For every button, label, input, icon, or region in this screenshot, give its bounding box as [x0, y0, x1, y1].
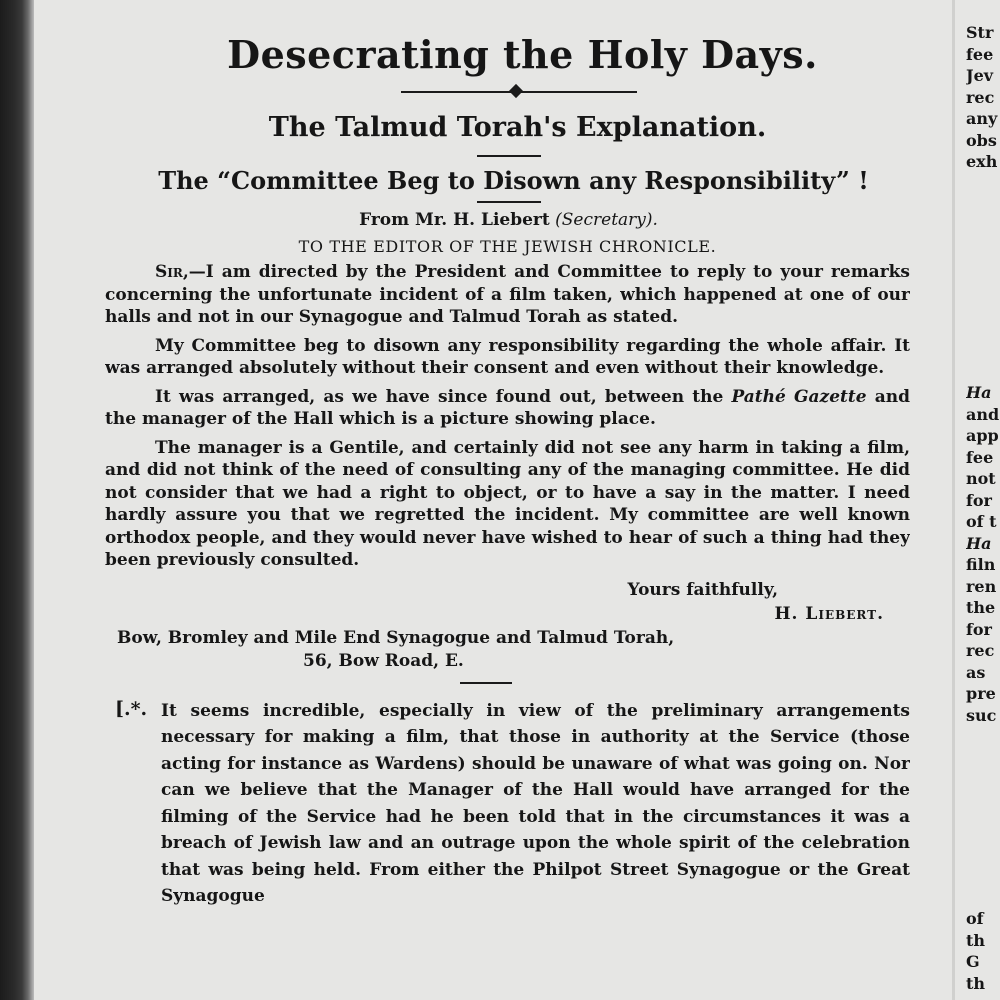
editor-note — [105, 698, 910, 910]
byline-role: (Secretary). — [555, 210, 658, 230]
column-fragment-block — [966, 22, 1000, 173]
adjacent-column-fragment — [966, 22, 1000, 1000]
divider-rule — [460, 682, 512, 684]
letter-paragraph — [105, 386, 910, 431]
column-fragment-block — [966, 908, 985, 994]
fragment-line: obs — [966, 130, 997, 150]
paragraph-text: and the manager of the Hall which is a picture showing place. — [105, 386, 910, 429]
divider-rule — [477, 201, 541, 203]
fragment-line: filn — [966, 555, 996, 574]
fragment-line: exh — [966, 152, 998, 171]
fragment-line: the — [966, 598, 996, 617]
publication-name: Pathé Gazette — [731, 386, 867, 407]
sender-street: 56, Bow Road, E. — [303, 650, 464, 671]
editor-note-text: It seems incredible, especially in view of the preliminary arrangements necessary for making a film, that those in authority at the Service (those acting for instance as Wardens) should be unaware of what was going on. Nor can we believe that the Manager of the Hall would have arranged for the filming of the Service had he been told that in the circumstances it was a breach of Jewish law and an outrage upon the whole spirit of the celebration that was being held. From either the Philpot Street Synagogue or the Great Synagogue — [161, 700, 910, 906]
note-marker: [.*. — [115, 697, 148, 720]
letter-body — [105, 261, 910, 572]
fragment-line: of — [966, 909, 984, 928]
salutation: Sir, — [155, 262, 189, 282]
fragment-line: suc — [966, 705, 997, 725]
column-fragment-block — [966, 382, 999, 726]
editor-address-line: TO THE EDITOR OF THE JEWISH CHRONICLE. — [298, 237, 717, 256]
article-subheadline-quote: The “Committee Beg to Disown any Responsibility” ! — [158, 166, 869, 195]
divider-rule — [477, 155, 541, 157]
paragraph-text: It was arranged, as we have since found out, between the — [155, 386, 732, 407]
fragment-line: G — [966, 952, 980, 971]
fragment-line: as — [966, 662, 986, 682]
fragment-line: for — [966, 490, 992, 510]
letter-paragraph: The manager is a Gentile, and certainly did not see any harm in taking a film, and did not think of the need of consulting any of the managing committee. He did not consider that we had a right to object, or to have a say in the matter. I need hardly assure you that we regretted the incident. My committee are well known orthodox people, and they would never have wished to hear of such a thing had they been previously consulted. — [105, 437, 910, 570]
fragment-line: th — [966, 930, 986, 950]
fragment-line: app — [966, 426, 999, 445]
article-subheadline: The Talmud Torah's Explanation. — [268, 112, 767, 143]
fragment-line: of t — [966, 512, 997, 531]
article-headline: Desecrating the Holy Days. — [227, 32, 818, 77]
fragment-line: for — [966, 619, 992, 639]
fragment-line: fee — [966, 44, 994, 64]
fragment-line: any — [966, 109, 998, 128]
fragment-line: ren — [966, 576, 997, 596]
headline-ornament — [401, 86, 637, 98]
letter-paragraph — [105, 261, 910, 329]
sender-address: Bow, Bromley and Mile End Synagogue and Talmud Torah, — [117, 627, 675, 648]
letter-paragraph: My Committee beg to disown any responsibility regarding the whole affair. It was arranged absolutely without their consent and even without their knowledge. — [105, 335, 910, 378]
letter-byline — [105, 207, 910, 233]
letter-closing: Yours faithfully, — [627, 579, 778, 600]
fragment-line: and — [966, 404, 1000, 424]
fragment-line: rec — [966, 87, 995, 107]
byline-author: From Mr. H. Liebert — [359, 210, 550, 230]
letter-signature: H. Liebert. — [774, 603, 884, 624]
fragment-line: Jev — [966, 66, 994, 85]
fragment-line: Str — [966, 23, 994, 42]
fragment-line: fee — [966, 447, 994, 467]
paragraph-text: —I am directed by the President and Committee to reply to your remarks concerning the unfortunate incident of a film taken, which happened at one of our halls and not in our Synagogue and Talmud Torah as stated. — [105, 262, 910, 327]
letter-article — [105, 26, 910, 1000]
fragment-line: Ha — [966, 383, 992, 402]
fragment-line: Ha — [966, 533, 992, 553]
fragment-line: pre — [966, 684, 996, 703]
ornament-diamond — [508, 84, 522, 98]
fragment-line: th — [966, 973, 986, 993]
fragment-line: rec — [966, 641, 995, 660]
fragment-line: not — [966, 469, 996, 488]
page-binding-shadow — [0, 0, 34, 1000]
column-divider — [952, 0, 955, 1000]
